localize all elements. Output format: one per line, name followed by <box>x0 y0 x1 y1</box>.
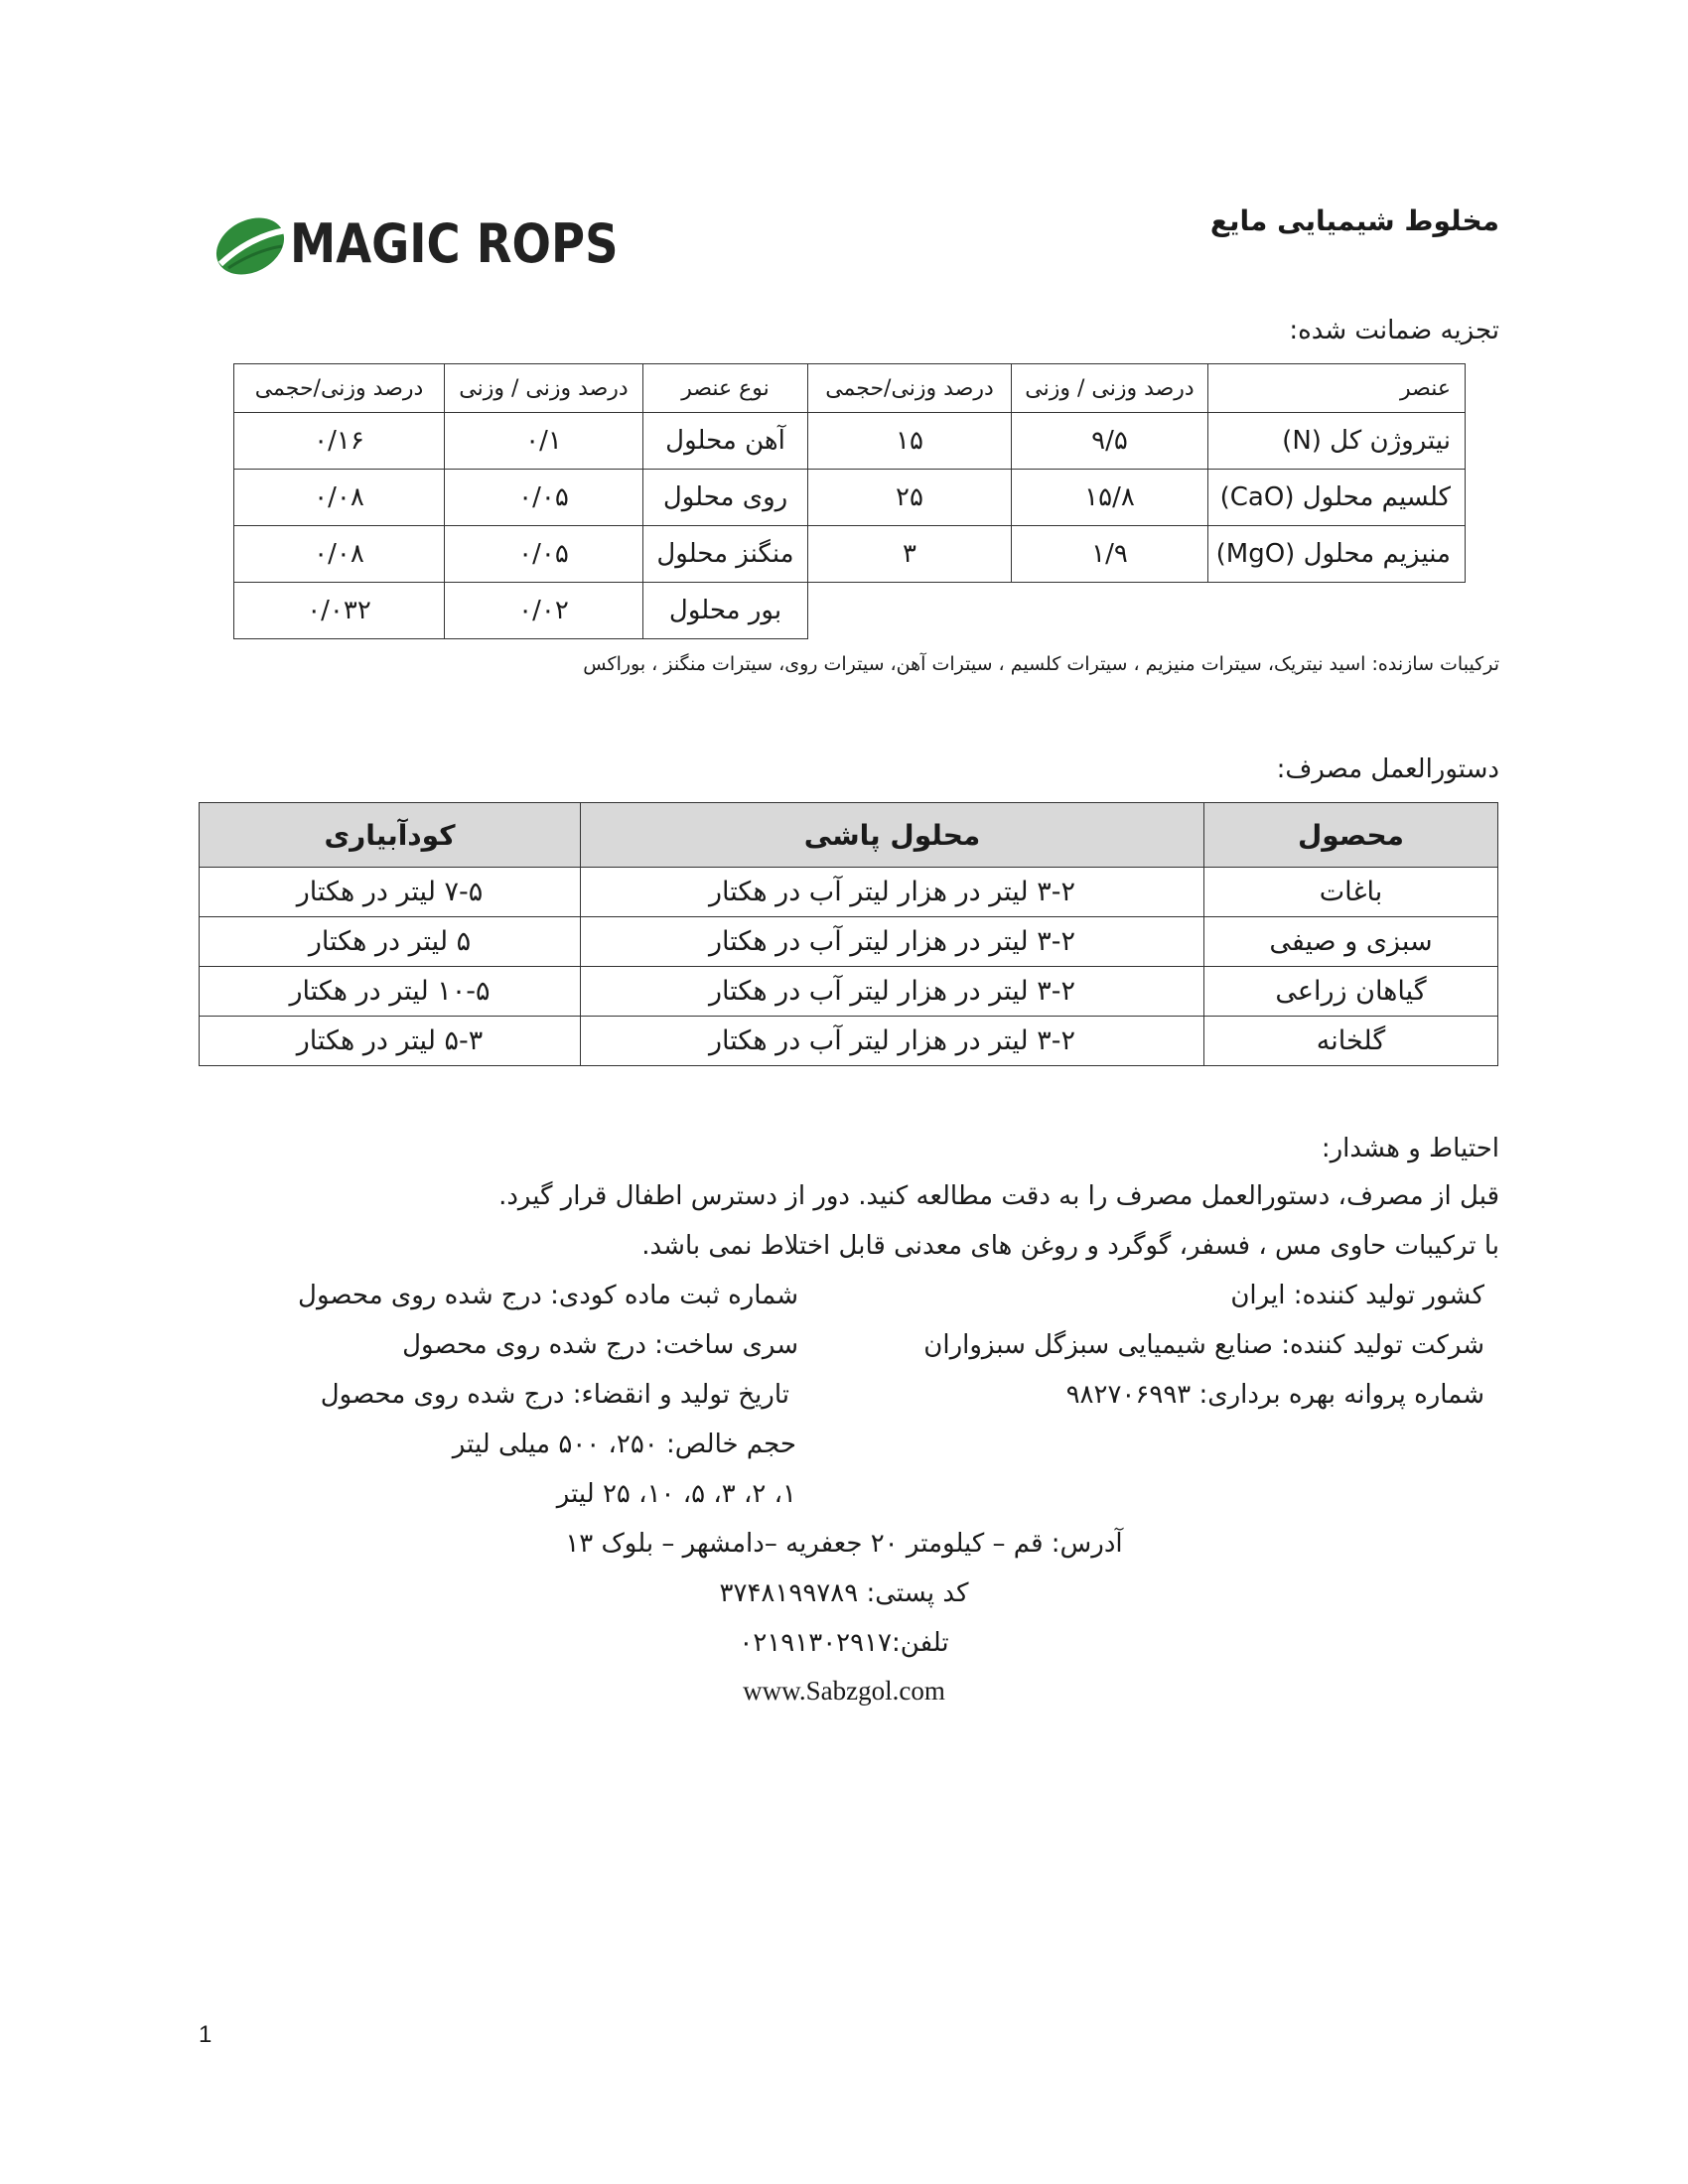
table-row <box>234 526 1466 583</box>
producer-country: کشور تولید کننده: ایران <box>1230 1281 1484 1310</box>
table-row <box>234 583 1466 639</box>
caution-line: قبل از مصرف، دستورالعمل مصرف را به دقت مطالعه کنید. دور از دسترس اطفال قرار گیرد. <box>498 1181 1499 1211</box>
table-cell: ۳-۲ لیتر در هزار لیتر آب در هکتار <box>581 917 1204 967</box>
guarantee-label: تجزیه ضمانت شده: <box>1289 316 1499 345</box>
table-cell: ۷-۵ لیتر در هکتار <box>200 868 581 917</box>
table-cell: کلسیم محلول (CaO) <box>1208 470 1466 526</box>
table-cell: ۳ <box>808 526 1012 583</box>
table-cell: ۰/۱۶ <box>234 413 445 470</box>
table-cell: ۰/۰۳۲ <box>234 583 445 639</box>
caution-label: احتیاط و هشدار: <box>1321 1134 1499 1163</box>
logo-text: MAGIC ROPS <box>290 212 619 275</box>
page-number: 1 <box>199 2021 212 2048</box>
production-dates: تاریخ تولید و انقضاء: درج شده روی محصول <box>320 1380 789 1410</box>
table-row <box>200 917 1498 967</box>
composition-text: ترکیبات سازنده: اسید نیتریک، سیترات منیزیم ، سیترات کلسیم ، سیترات آهن، سیترات روی، سیترات منگنز ، بوراکس <box>583 653 1499 675</box>
table-cell: روی محلول <box>643 470 808 526</box>
net-volume-ml: حجم خالص: ۲۵۰، ۵۰۰ میلی لیتر <box>452 1430 796 1459</box>
table-header-cell: عنصر <box>1208 364 1466 413</box>
table-row <box>234 470 1466 526</box>
table-cell: ۱/۹ <box>1012 526 1208 583</box>
table-cell: سبزی و صیفی <box>1204 917 1498 967</box>
table-cell: نیتروژن کل (N) <box>1208 413 1466 470</box>
license-number: شماره پروانه بهره برداری: ۹۸۲۷۰۶۹۹۳ <box>1065 1380 1484 1410</box>
table-cell: ۰/۰۲ <box>445 583 643 639</box>
table-cell: ۵-۳ لیتر در هکتار <box>200 1017 581 1066</box>
table-cell: ۳-۲ لیتر در هزار لیتر آب در هکتار <box>581 868 1204 917</box>
registration-number: شماره ثبت ماده کودی: درج شده روی محصول <box>298 1281 798 1310</box>
table-header-cell: درصد وزنی / وزنی <box>445 364 643 413</box>
table-row <box>234 413 1466 470</box>
table-cell: گیاهان زراعی <box>1204 967 1498 1017</box>
empty-cell <box>808 583 1466 639</box>
table-header-cell: محلول پاشی <box>581 803 1204 868</box>
caution-line: با ترکیبات حاوی مس ، فسفر، گوگرد و روغن های معدنی قابل اختلاط نمی باشد. <box>641 1231 1499 1261</box>
table-cell: ۱۵/۸ <box>1012 470 1208 526</box>
table-cell: آهن محلول <box>643 413 808 470</box>
table-cell: ۰/۰۵ <box>445 526 643 583</box>
postal-code: کد پستی: ۳۷۴۸۱۹۹۷۸۹ <box>719 1578 969 1608</box>
address: آدرس: قم – کیلومتر ۲۰ جعفریه –دامشهر – بلوک ۱۳ <box>565 1529 1123 1559</box>
leaf-icon <box>211 206 292 288</box>
table-header-row <box>200 803 1498 868</box>
magic-crops-logo <box>211 206 619 288</box>
table-header-row <box>234 364 1466 413</box>
table-row <box>200 1017 1498 1066</box>
table-cell: منیزیم محلول (MgO) <box>1208 526 1466 583</box>
net-volume-l: ۱، ۲، ۳، ۵، ۱۰، ۲۵ لیتر <box>556 1479 796 1509</box>
guarantee-table <box>233 363 1466 639</box>
website-link[interactable]: www.Sabzgol.com <box>743 1676 945 1706</box>
usage-label: دستورالعمل مصرف: <box>1276 754 1499 784</box>
table-cell: ۰/۰۸ <box>234 470 445 526</box>
table-cell: ۰/۰۵ <box>445 470 643 526</box>
table-row <box>200 868 1498 917</box>
table-cell: ۱۵ <box>808 413 1012 470</box>
table-header-cell: نوع عنصر <box>643 364 808 413</box>
table-row <box>200 967 1498 1017</box>
table-cell: ۱۰-۵ لیتر در هکتار <box>200 967 581 1017</box>
table-header-cell: محصول <box>1204 803 1498 868</box>
table-cell: ۳-۲ لیتر در هزار لیتر آب در هکتار <box>581 967 1204 1017</box>
batch-number: سری ساخت: درج شده روی محصول <box>402 1330 798 1360</box>
table-cell: ۰/۱ <box>445 413 643 470</box>
table-cell: گلخانه <box>1204 1017 1498 1066</box>
table-cell: منگنز محلول <box>643 526 808 583</box>
phone-number: تلفن:۰۲۱۹۱۳۰۲۹۱۷ <box>739 1628 949 1658</box>
table-cell: ۲۵ <box>808 470 1012 526</box>
table-header-cell: کودآبیاری <box>200 803 581 868</box>
usage-table <box>199 802 1498 1066</box>
table-cell: باغات <box>1204 868 1498 917</box>
table-cell: ۵ لیتر در هکتار <box>200 917 581 967</box>
producer-company: شرکت تولید کننده: صنایع شیمیایی سبزگل سبزواران <box>923 1330 1484 1360</box>
document-title: مخلوط شیمیایی مایع <box>1209 205 1499 237</box>
table-cell: بور محلول <box>643 583 808 639</box>
table-header-cell: درصد وزنی / وزنی <box>1012 364 1208 413</box>
table-header-cell: درصد وزنی/حجمی <box>234 364 445 413</box>
table-cell: ۳-۲ لیتر در هزار لیتر آب در هکتار <box>581 1017 1204 1066</box>
table-cell: ۰/۰۸ <box>234 526 445 583</box>
table-cell: ۹/۵ <box>1012 413 1208 470</box>
table-header-cell: درصد وزنی/حجمی <box>808 364 1012 413</box>
